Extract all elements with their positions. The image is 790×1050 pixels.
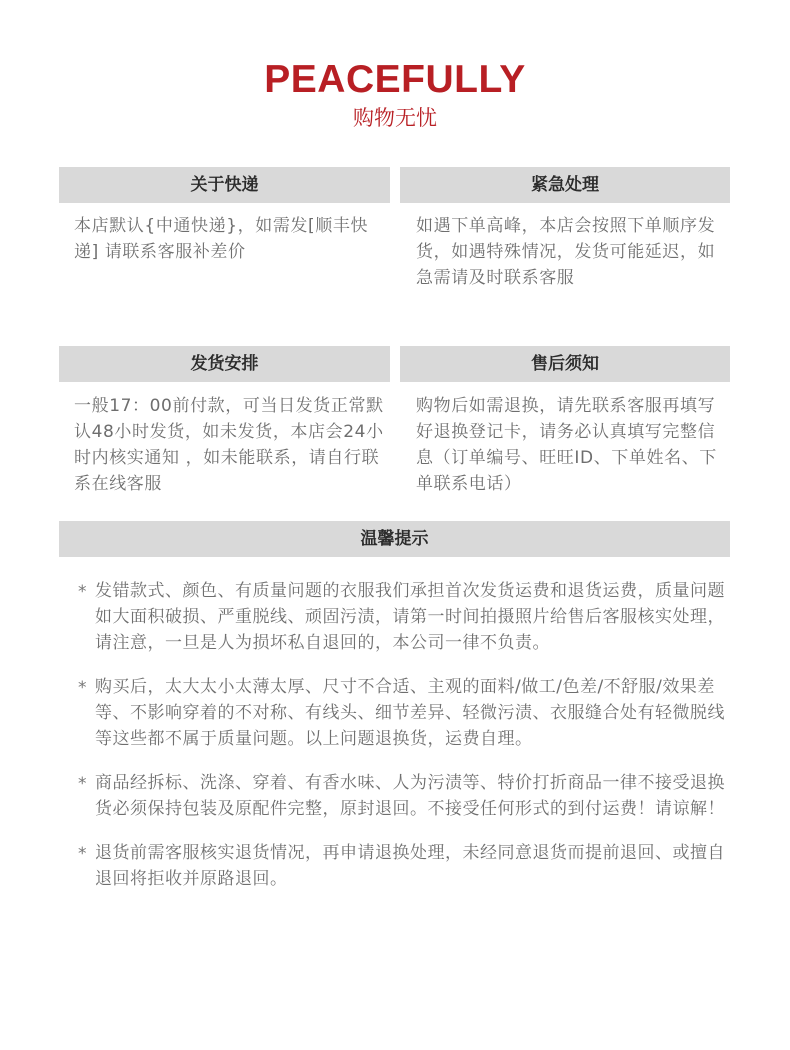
asterisk-icon: *	[78, 582, 87, 602]
asterisk-icon: *	[78, 678, 87, 698]
express-header: 关于快递	[59, 167, 390, 203]
tip-item	[78, 578, 728, 656]
tips-header: 温馨提示	[59, 521, 730, 557]
brand-logo: PEACEFULLY	[264, 58, 526, 101]
aftersale-header: 售后须知	[400, 346, 730, 382]
tip-text: 退货前需客服核实退货情况，再申请退换处理，未经同意退货而提前退回、或擅自退回将拒收并原路退回。	[95, 843, 725, 889]
tip-text: 购买后，太大太小太薄太厚、尺寸不合适、主观的面料/做工/色差/不舒服/效果差等、不影响穿着的不对称、有线头、细节差异、轻微污渍、衣服缝合处有轻微脱线等这些都不属于质量问题。以上问题退换货，运费自理。	[95, 677, 725, 749]
urgent-text: 如遇下单高峰，本店会按照下单顺序发货，如遇特殊情况，发货可能延迟，如急需请及时联系客服	[416, 216, 716, 288]
tip-item	[78, 840, 728, 892]
express-text: 本店默认{中通快递}，如需发[顺丰快递] 请联系客服补差价	[74, 216, 369, 262]
asterisk-icon: *	[78, 844, 87, 864]
tips-list	[78, 578, 728, 910]
asterisk-icon: *	[78, 774, 87, 794]
shipping-header: 发货安排	[59, 346, 390, 382]
shipping-text: 一般17：00前付款，可当日发货正常默认48小时发货，如未发货，本店会24小时内核实通知 ，如未能联系，请自行联系在线客服	[74, 396, 384, 494]
brand-subtitle: 购物无忧	[353, 106, 437, 130]
tip-item	[78, 770, 728, 822]
tip-text: 商品经拆标、洗涤、穿着、有香水味、人为污渍等、特价打折商品一律不接受退换货必须保持包装及原配件完整，原封退回。不接受任何形式的到付运费！请谅解！	[95, 773, 725, 819]
tip-item	[78, 674, 728, 752]
aftersale-text: 购物后如需退换，请先联系客服再填写好退换登记卡，请务必认真填写完整信息（订单编号、旺旺ID、下单姓名、下单联系电话）	[416, 396, 717, 494]
tip-text: 发错款式、颜色、有质量问题的衣服我们承担首次发货运费和退货运费，质量问题如大面积破损、严重脱线、顽固污渍，请第一时间拍摄照片给售后客服核实处理，请注意，一旦是人为损坏私自退回的，本公司一律不负责。	[95, 581, 725, 653]
urgent-header: 紧急处理	[400, 167, 730, 203]
